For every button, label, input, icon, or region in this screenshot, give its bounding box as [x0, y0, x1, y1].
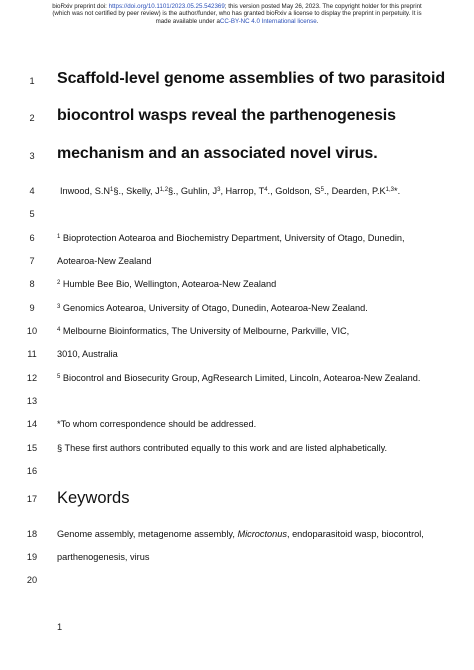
affiliation-5: $^5$ Biocontrol and Biosecurity Group, AgResearch Limited, Lincoln, Aotearoa-New Zealand. — [57, 373, 421, 383]
line-number: 18 — [26, 529, 38, 539]
line-number: 10 — [26, 326, 38, 336]
keywords-line-2: parthenogenesis, virus — [57, 552, 150, 562]
page-number: 1 — [57, 622, 63, 632]
correspondence-note: *To whom correspondence should be addressed. — [57, 419, 257, 429]
keywords-line-1: Genome assembly, metagenome assembly, Microctonus, endoparasitoid wasp, biocontrol, — [57, 529, 424, 539]
line-number: 20 — [26, 575, 38, 585]
line-number: 2 — [29, 113, 35, 123]
equal-contribution-note: § These first authors contributed equally to this work and are listed alphabetically. — [57, 443, 388, 453]
line-number: 12 — [26, 373, 38, 383]
line-number: 7 — [29, 256, 35, 266]
line-number: 15 — [26, 443, 38, 453]
affiliation-2: $^2$ Humble Bee Bio, Wellington, Aotearoa-New Zealand — [57, 279, 277, 289]
line-number: 3 — [29, 151, 35, 161]
affiliation-1: $^1$ Bioprotection Aotearoa and Biochemistry Department, University of Otago, Dunedin, — [57, 233, 405, 243]
affiliation-3: $^3$ Genomics Aotearoa, University of Otago, Dunedin, Aotearoa-New Zealand. — [57, 303, 368, 313]
affiliation-4: $^4$ Melbourne Bioinformatics, The University of Melbourne, Parkville, VIC, — [57, 326, 350, 336]
line-number: 6 — [29, 233, 35, 243]
paper-title-line-3: mechanism and an associated novel virus. — [57, 145, 378, 162]
header-line-2: (which was not certified by peer review) is the author/funder, who has granted bioRxiv a license to display the preprint in perpetuity. It is — [52, 10, 422, 18]
line-number: 17 — [26, 494, 38, 504]
line-number: 19 — [26, 552, 38, 562]
paper-title-line-1: Scaffold-level genome assemblies of two parasitoid — [57, 70, 445, 87]
license-link[interactable]: CC-BY-NC 4.0 International license — [219, 17, 317, 25]
doi-link[interactable]: https://doi.org/10.1101/2023.05.25.542369 — [108, 3, 225, 10]
line-number: 1 — [29, 76, 35, 86]
line-number: 13 — [26, 396, 38, 406]
line-number: 8 — [29, 279, 35, 289]
keywords-heading: Keywords — [57, 489, 130, 507]
affiliation-4-cont: 3010, Australia — [57, 349, 118, 359]
paper-title-line-2: biocontrol wasps reveal the parthenogenesis — [57, 107, 396, 124]
header-line-1: bioRxiv preprint doi: https://doi.org/10.1101/2023.05.25.542369; this version posted May 26, 2023. The copyright holder for this preprint — [52, 3, 422, 10]
author-list: Inwood, $S.N^1\S$., Skelly, J$^{1,2}$§., Guhlin, $J^3$, Harrop, $T^4$., Goldson, $S^5$., Dearden, $P.K^{1,3}*$. — [60, 186, 401, 196]
preprint-header — [20, 3, 454, 25]
line-number: 16 — [26, 466, 38, 476]
line-number: 5 — [29, 209, 35, 219]
header-line-3: made available under aCC-BY-NC 4.0 International license. — [155, 17, 319, 25]
line-number: 4 — [29, 186, 35, 196]
line-number: 11 — [27, 349, 37, 359]
line-number: 14 — [26, 419, 38, 429]
line-number: 9 — [29, 303, 35, 313]
affiliation-1-cont: Aotearoa-New Zealand — [57, 256, 152, 266]
